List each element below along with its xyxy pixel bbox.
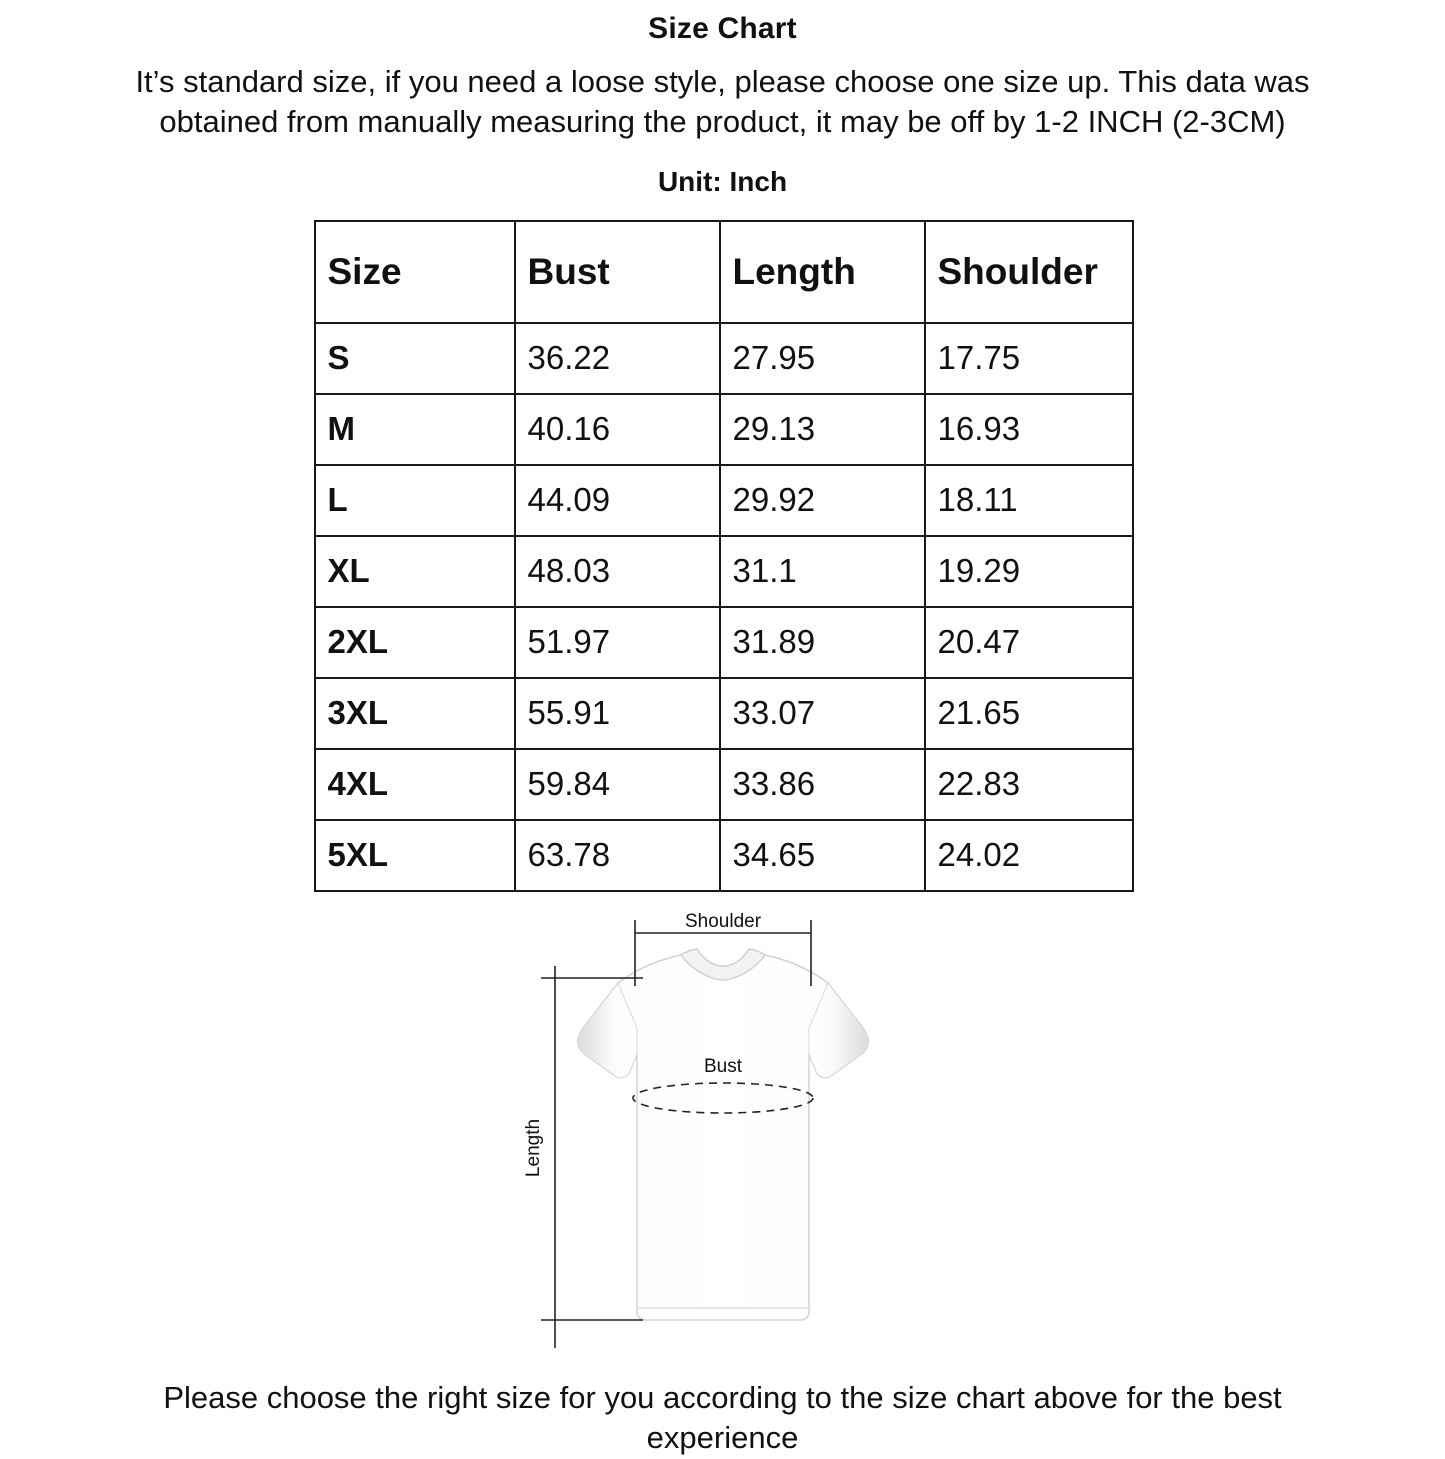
cell-length: 31.1 [720, 536, 925, 607]
cell-shoulder: 22.83 [925, 749, 1133, 820]
cell-shoulder: 20.47 [925, 607, 1133, 678]
column-header-bust: Bust [515, 221, 720, 323]
cell-size: 3XL [315, 678, 515, 749]
cell-bust: 59.84 [515, 749, 720, 820]
cell-length: 27.95 [720, 323, 925, 394]
cell-length: 31.89 [720, 607, 925, 678]
unit-label: Unit: Inch [657, 165, 788, 197]
page-title: Size Chart [648, 12, 797, 45]
table-row [315, 678, 1133, 749]
table-body [315, 323, 1133, 891]
table-row [315, 607, 1133, 678]
table-row [315, 323, 1133, 394]
table-row [315, 749, 1133, 820]
cell-bust: 48.03 [515, 536, 720, 607]
cell-size: L [315, 465, 515, 536]
cell-bust: 40.16 [515, 394, 720, 465]
column-header-shoulder: Shoulder [925, 221, 1133, 323]
cell-size: 4XL [315, 749, 515, 820]
cell-shoulder: 18.11 [925, 465, 1133, 536]
cell-shoulder: 21.65 [925, 678, 1133, 749]
table-row [315, 465, 1133, 536]
cell-bust: 44.09 [515, 465, 720, 536]
cell-bust: 51.97 [515, 607, 720, 678]
cell-bust: 55.91 [515, 678, 720, 749]
cell-length: 34.65 [720, 820, 925, 891]
intro-text: It’s standard size, if you need a loose style, please choose one size up. This data was obtained from manually measuring the product, it may be off by 1-2 INCH (2-3CM) [135, 64, 1310, 139]
footer-text: Please choose the right size for you according to the size chart above for the best experience [163, 1379, 1282, 1456]
size-table [314, 220, 1134, 892]
cell-size: XL [315, 536, 515, 607]
cell-length: 33.86 [720, 749, 925, 820]
bust-label: Bust [703, 1055, 742, 1077]
measurement-diagram [443, 908, 1003, 1368]
cell-size: 2XL [315, 607, 515, 678]
table-row [315, 394, 1133, 465]
table-row [315, 536, 1133, 607]
column-header-size: Size [315, 221, 515, 323]
length-label: Length [522, 1118, 544, 1178]
shoulder-label: Shoulder [684, 910, 761, 932]
tshirt-illustration [577, 949, 868, 1320]
cell-bust: 63.78 [515, 820, 720, 891]
table-row [315, 820, 1133, 891]
cell-size: M [315, 394, 515, 465]
cell-shoulder: 16.93 [925, 394, 1133, 465]
cell-length: 33.07 [720, 678, 925, 749]
size-table-container [314, 220, 1132, 892]
size-chart-page [0, 12, 1445, 1457]
column-header-length: Length [720, 221, 925, 323]
cell-size: 5XL [315, 820, 515, 891]
cell-length: 29.92 [720, 465, 925, 536]
cell-length: 29.13 [720, 394, 925, 465]
cell-shoulder: 17.75 [925, 323, 1133, 394]
table-header [315, 221, 1133, 323]
table-header-row [315, 221, 1133, 323]
cell-shoulder: 19.29 [925, 536, 1133, 607]
cell-size: S [315, 323, 515, 394]
cell-shoulder: 24.02 [925, 820, 1133, 891]
cell-bust: 36.22 [515, 323, 720, 394]
